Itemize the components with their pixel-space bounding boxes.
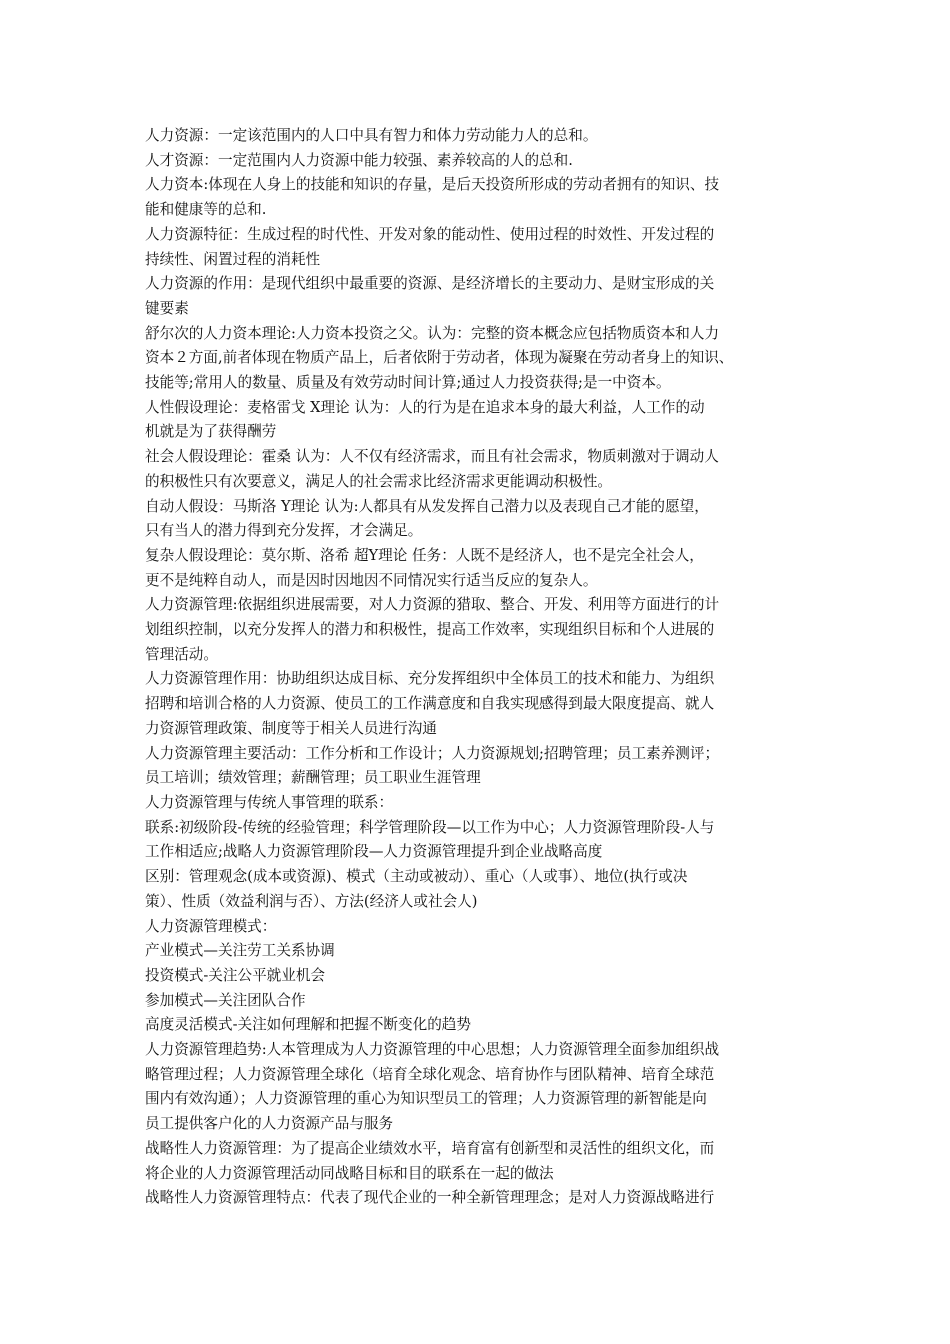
text-line: 力资源管理政策、制度等于相关人员进行沟通 [145,719,437,737]
text-line: 只有当人的潜力得到充分发挥，才会满足。 [145,522,423,540]
text-line: 工作相适应;战略人力资源管理阶段—人力资源管理提升到企业战略高度 [145,843,603,861]
text-line: 人力资本:体现在人身上的技能和知识的存量，是后天投资所形成的劳动者拥有的知识、技 [145,176,720,194]
text-line: 联系:初级阶段-传统的经验管理；科学管理阶段—以工作为中心；人力资源管理阶段-人与 [145,818,715,836]
text-line: 机就是为了获得酬劳 [145,423,277,441]
text-line: 划组织控制，以充分发挥人的潜力和积极性，提高工作效率，实现组织目标和个人进展的 [145,621,715,639]
text-line: 更不是纯粹自动人，而是因时因地因不同情况实行适当反应的复杂人。 [145,571,598,589]
text-line: 人力资源管理:依据组织进展需要，对人力资源的猎取、整合、开发、利用等方面进行的计 [145,596,720,614]
text-line: 社会人假设理论：霍桑 认为：人不仅有经济需求，而且有社会需求，物质刺激对于调动人 [145,448,719,466]
text-line: 员工提供客户化的人力资源产品与服务 [145,1115,394,1133]
text-line: 人力资源：一定该范围内的人口中具有智力和体力劳动能力人的总和。 [145,127,598,144]
text-line: 策）、性质（效益利润与否）、方法(经济人或社会人) [145,892,478,910]
text-line: 人力资源管理模式： [145,917,277,935]
document-body [145,124,810,1211]
text-line: 人力资源特征：生成过程的时代性、开发对象的能动性、使用过程的时效性、开发过程的 [145,225,715,243]
text-line: 区别：管理观念(成本或资源)、模式（主动或被动）、重心（人或事）、地位(执行或决 [145,868,688,886]
text-line: 员工培训；绩效管理；薪酬管理；员工职业生涯管理 [145,769,481,787]
text-line: 人力资源管理主要活动：工作分析和工作设计；人力资源规划;招聘管理；员工素养测评； [145,744,720,762]
text-line: 投资模式-关注公平就业机会 [145,966,326,984]
text-line: 人力资源的作用：是现代组织中最重要的资源、是经济增长的主要动力、是财宝形成的关 [145,275,715,293]
text-line: 人力资源管理作用：协助组织达成目标、充分发挥组织中全体员工的技术和能力、为组织 [145,670,715,688]
text-line: 持续性、闲置过程的消耗性 [145,250,321,268]
text-line: 技能等;常用人的数量、质量及有效劳动时间计算;通过人力投资获得;是一中资本。 [145,374,671,392]
text-line: 人力资源管理与传统人事管理的联系： [145,793,394,811]
text-line: 招聘和培训合格的人力资源、使员工的工作满意度和自我实现感得到最大限度提高、就人 [145,695,715,713]
text-line: 战略性人力资源管理特点：代表了现代企业的一种全新管理理念；是对人力资源战略进行 [145,1189,715,1207]
text-line: 管理活动。 [145,645,218,663]
text-line: 能和健康等的总和. [145,201,267,219]
text-line: 产业模式—关注劳工关系协调 [145,942,335,960]
text-line: 的积极性只有次要意义，满足人的社会需求比经济需求更能调动积极性。 [145,472,613,490]
text-line: 将企业的人力资源管理活动同战略目标和目的联系在一起的做法 [145,1164,554,1182]
text-line: 复杂人假设理论：莫尔斯、洛希 超Y理论 任务：人既不是经济人，也不是完全社会人， [145,546,704,564]
text-line: 舒尔次的人力资本理论:人力资本投资之父。认为：完整的资本概念应包括物质资本和人力 [145,324,720,342]
text-line: 战略性人力资源管理：为了提高企业绩效水平，培育富有创新型和灵活性的组织文化，而 [145,1139,715,1157]
text-line: 键要素 [145,299,189,317]
text-line: 资本２方面,前者体现在物质产品上，后者依附于劳动者，体现为凝聚在劳动者身上的知识、 [145,349,734,367]
text-line: 人性假设理论：麦格雷戈 X理论 认为：人的行为是在追求本身的最大利益，人工作的动 [145,398,705,416]
text-line: 围内有效沟通）；人力资源管理的重心为知识型员工的管理；人力资源管理的新智能是向 [145,1090,707,1108]
text-line: 参加模式—关注团队合作 [145,991,306,1009]
text-line: 自动人假设：马斯洛 Y理论 认为:人都具有从发发挥自己潜力以及表现自己才能的愿望， [145,497,709,515]
text-line: 人才资源：一定范围内人力资源中能力较强、素养较高的人的总和. [145,151,573,169]
text-line: 人力资源管理趋势:人本管理成为人力资源管理的中心思想；人力资源管理全面参加组织战 [145,1041,720,1059]
text-line: 略管理过程；人力资源管理全球化（培育全球化观念、培育协作与团队精神、培育全球范 [145,1065,715,1083]
text-line: 高度灵活模式-关注如何理解和把握不断变化的趋势 [145,1016,471,1034]
